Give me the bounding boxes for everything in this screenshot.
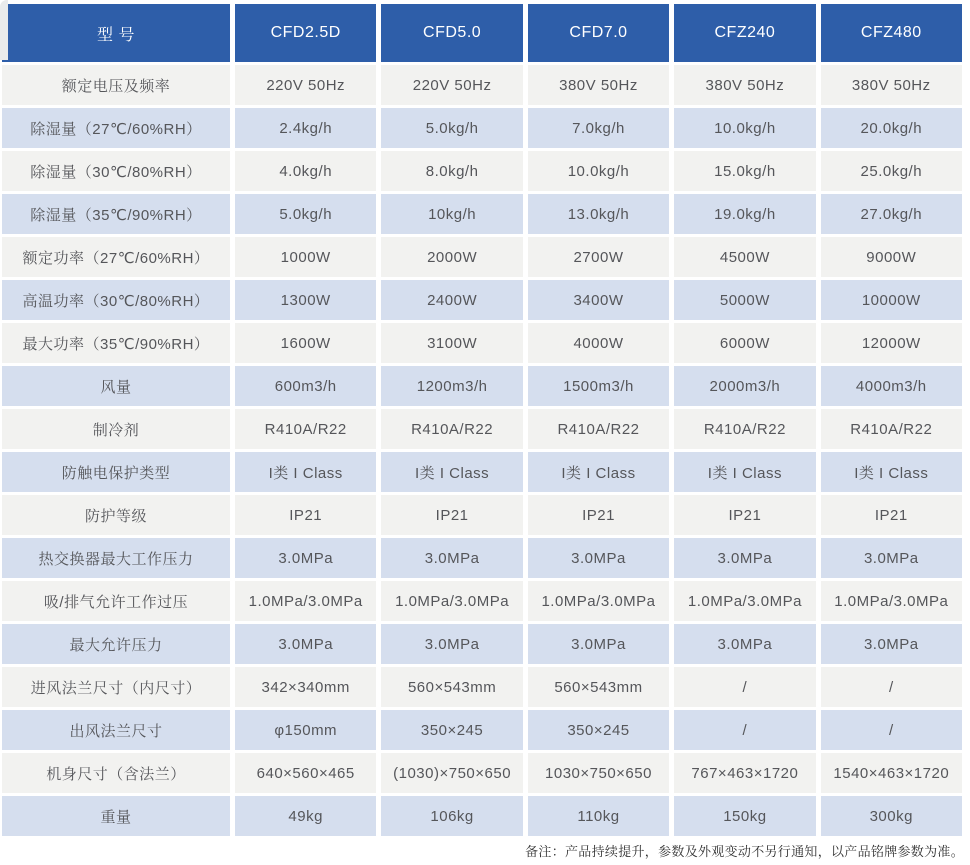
value-cell: I类 I Class	[821, 452, 962, 492]
value-cell: 3.0MPa	[821, 624, 962, 664]
value-cell: IP21	[528, 495, 669, 535]
value-cell: 560×543mm	[381, 667, 522, 707]
value-cell: /	[674, 667, 815, 707]
row-label-cell: 高温功率（30℃/80%RH）	[2, 280, 230, 320]
value-cell: 600m3/h	[235, 366, 376, 406]
row-label-cell: 防护等级	[2, 495, 230, 535]
row-label-cell: 出风法兰尺寸	[2, 710, 230, 750]
spec-table	[2, 4, 962, 836]
value-cell: 10kg/h	[381, 194, 522, 234]
value-cell: 3.0MPa	[381, 538, 522, 578]
value-cell: 2000m3/h	[674, 366, 815, 406]
value-cell: 1600W	[235, 323, 376, 363]
row-label-cell: 进风法兰尺寸（内尺寸）	[2, 667, 230, 707]
value-cell: 3.0MPa	[528, 538, 669, 578]
value-cell: R410A/R22	[235, 409, 376, 449]
value-cell: (1030)×750×650	[381, 753, 522, 793]
value-cell: 2700W	[528, 237, 669, 277]
value-cell: 2000W	[381, 237, 522, 277]
value-cell: 300kg	[821, 796, 962, 836]
value-cell: 3.0MPa	[821, 538, 962, 578]
value-cell: 4000m3/h	[821, 366, 962, 406]
row-label-cell: 最大功率（35℃/90%RH）	[2, 323, 230, 363]
model-header-cell: CFD5.0	[381, 4, 522, 62]
value-cell: 10.0kg/h	[528, 151, 669, 191]
value-cell: I类 I Class	[235, 452, 376, 492]
value-cell: 380V 50Hz	[821, 65, 962, 105]
value-cell: 3.0MPa	[528, 624, 669, 664]
value-cell: 4500W	[674, 237, 815, 277]
value-cell: 150kg	[674, 796, 815, 836]
value-cell: 1200m3/h	[381, 366, 522, 406]
corner-accent	[0, 0, 8, 60]
table-header-label: 型 号	[2, 4, 230, 62]
value-cell: R410A/R22	[821, 409, 962, 449]
value-cell: 4000W	[528, 323, 669, 363]
value-cell: 12000W	[821, 323, 962, 363]
value-cell: I类 I Class	[528, 452, 669, 492]
value-cell: 5.0kg/h	[381, 108, 522, 148]
value-cell: /	[674, 710, 815, 750]
value-cell: /	[821, 667, 962, 707]
value-cell: 20.0kg/h	[821, 108, 962, 148]
value-cell: 10000W	[821, 280, 962, 320]
value-cell: 3.0MPa	[235, 624, 376, 664]
value-cell: 10.0kg/h	[674, 108, 815, 148]
value-cell: 3.0MPa	[235, 538, 376, 578]
value-cell: I类 I Class	[674, 452, 815, 492]
value-cell: 106kg	[381, 796, 522, 836]
value-cell: 1.0MPa/3.0MPa	[235, 581, 376, 621]
model-header-cell: CFD2.5D	[235, 4, 376, 62]
value-cell: 1.0MPa/3.0MPa	[381, 581, 522, 621]
value-cell: 110kg	[528, 796, 669, 836]
value-cell: 560×543mm	[528, 667, 669, 707]
row-label-cell: 除湿量（30℃/80%RH）	[2, 151, 230, 191]
value-cell: 3.0MPa	[381, 624, 522, 664]
value-cell: 342×340mm	[235, 667, 376, 707]
value-cell: 380V 50Hz	[528, 65, 669, 105]
value-cell: R410A/R22	[381, 409, 522, 449]
row-label-cell: 除湿量（35℃/90%RH）	[2, 194, 230, 234]
value-cell: 3.0MPa	[674, 624, 815, 664]
value-cell: 9000W	[821, 237, 962, 277]
value-cell: 1300W	[235, 280, 376, 320]
value-cell: 7.0kg/h	[528, 108, 669, 148]
row-label-cell: 额定电压及频率	[2, 65, 230, 105]
value-cell: 19.0kg/h	[674, 194, 815, 234]
value-cell: 5.0kg/h	[235, 194, 376, 234]
value-cell: 25.0kg/h	[821, 151, 962, 191]
value-cell: 350×245	[528, 710, 669, 750]
row-label-cell: 防触电保护类型	[2, 452, 230, 492]
value-cell: 350×245	[381, 710, 522, 750]
value-cell: 5000W	[674, 280, 815, 320]
value-cell: 1.0MPa/3.0MPa	[528, 581, 669, 621]
value-cell: 640×560×465	[235, 753, 376, 793]
row-label-cell: 风量	[2, 366, 230, 406]
row-label-cell: 额定功率（27℃/60%RH）	[2, 237, 230, 277]
value-cell: 8.0kg/h	[381, 151, 522, 191]
row-label-cell: 制冷剂	[2, 409, 230, 449]
value-cell: 767×463×1720	[674, 753, 815, 793]
value-cell: 27.0kg/h	[821, 194, 962, 234]
value-cell: 15.0kg/h	[674, 151, 815, 191]
value-cell: 1030×750×650	[528, 753, 669, 793]
value-cell: 4.0kg/h	[235, 151, 376, 191]
value-cell: 1540×463×1720	[821, 753, 962, 793]
value-cell: /	[821, 710, 962, 750]
value-cell: φ150mm	[235, 710, 376, 750]
footer-note: 备注：产品持续提升，参数及外观变动不另行通知，以产品铭牌参数为准。	[525, 844, 964, 859]
row-label-cell: 吸/排气允许工作过压	[2, 581, 230, 621]
row-label-cell: 最大允许压力	[2, 624, 230, 664]
value-cell: 1.0MPa/3.0MPa	[674, 581, 815, 621]
value-cell: R410A/R22	[674, 409, 815, 449]
model-header-cell: CFZ240	[674, 4, 815, 62]
value-cell: 380V 50Hz	[674, 65, 815, 105]
model-header-cell: CFD7.0	[528, 4, 669, 62]
row-label-cell: 热交换器最大工作压力	[2, 538, 230, 578]
value-cell: I类 I Class	[381, 452, 522, 492]
value-cell: 1.0MPa/3.0MPa	[821, 581, 962, 621]
value-cell: 13.0kg/h	[528, 194, 669, 234]
row-label-cell: 机身尺寸（含法兰）	[2, 753, 230, 793]
model-header-cell: CFZ480	[821, 4, 962, 62]
value-cell: 3.0MPa	[674, 538, 815, 578]
value-cell: 2.4kg/h	[235, 108, 376, 148]
value-cell: 49kg	[235, 796, 376, 836]
value-cell: IP21	[821, 495, 962, 535]
value-cell: R410A/R22	[528, 409, 669, 449]
row-label-cell: 除湿量（27℃/60%RH）	[2, 108, 230, 148]
value-cell: IP21	[381, 495, 522, 535]
value-cell: 220V 50Hz	[381, 65, 522, 105]
value-cell: IP21	[674, 495, 815, 535]
value-cell: 3100W	[381, 323, 522, 363]
value-cell: 3400W	[528, 280, 669, 320]
value-cell: 1000W	[235, 237, 376, 277]
value-cell: 6000W	[674, 323, 815, 363]
row-label-cell: 重量	[2, 796, 230, 836]
value-cell: 2400W	[381, 280, 522, 320]
value-cell: IP21	[235, 495, 376, 535]
value-cell: 1500m3/h	[528, 366, 669, 406]
value-cell: 220V 50Hz	[235, 65, 376, 105]
